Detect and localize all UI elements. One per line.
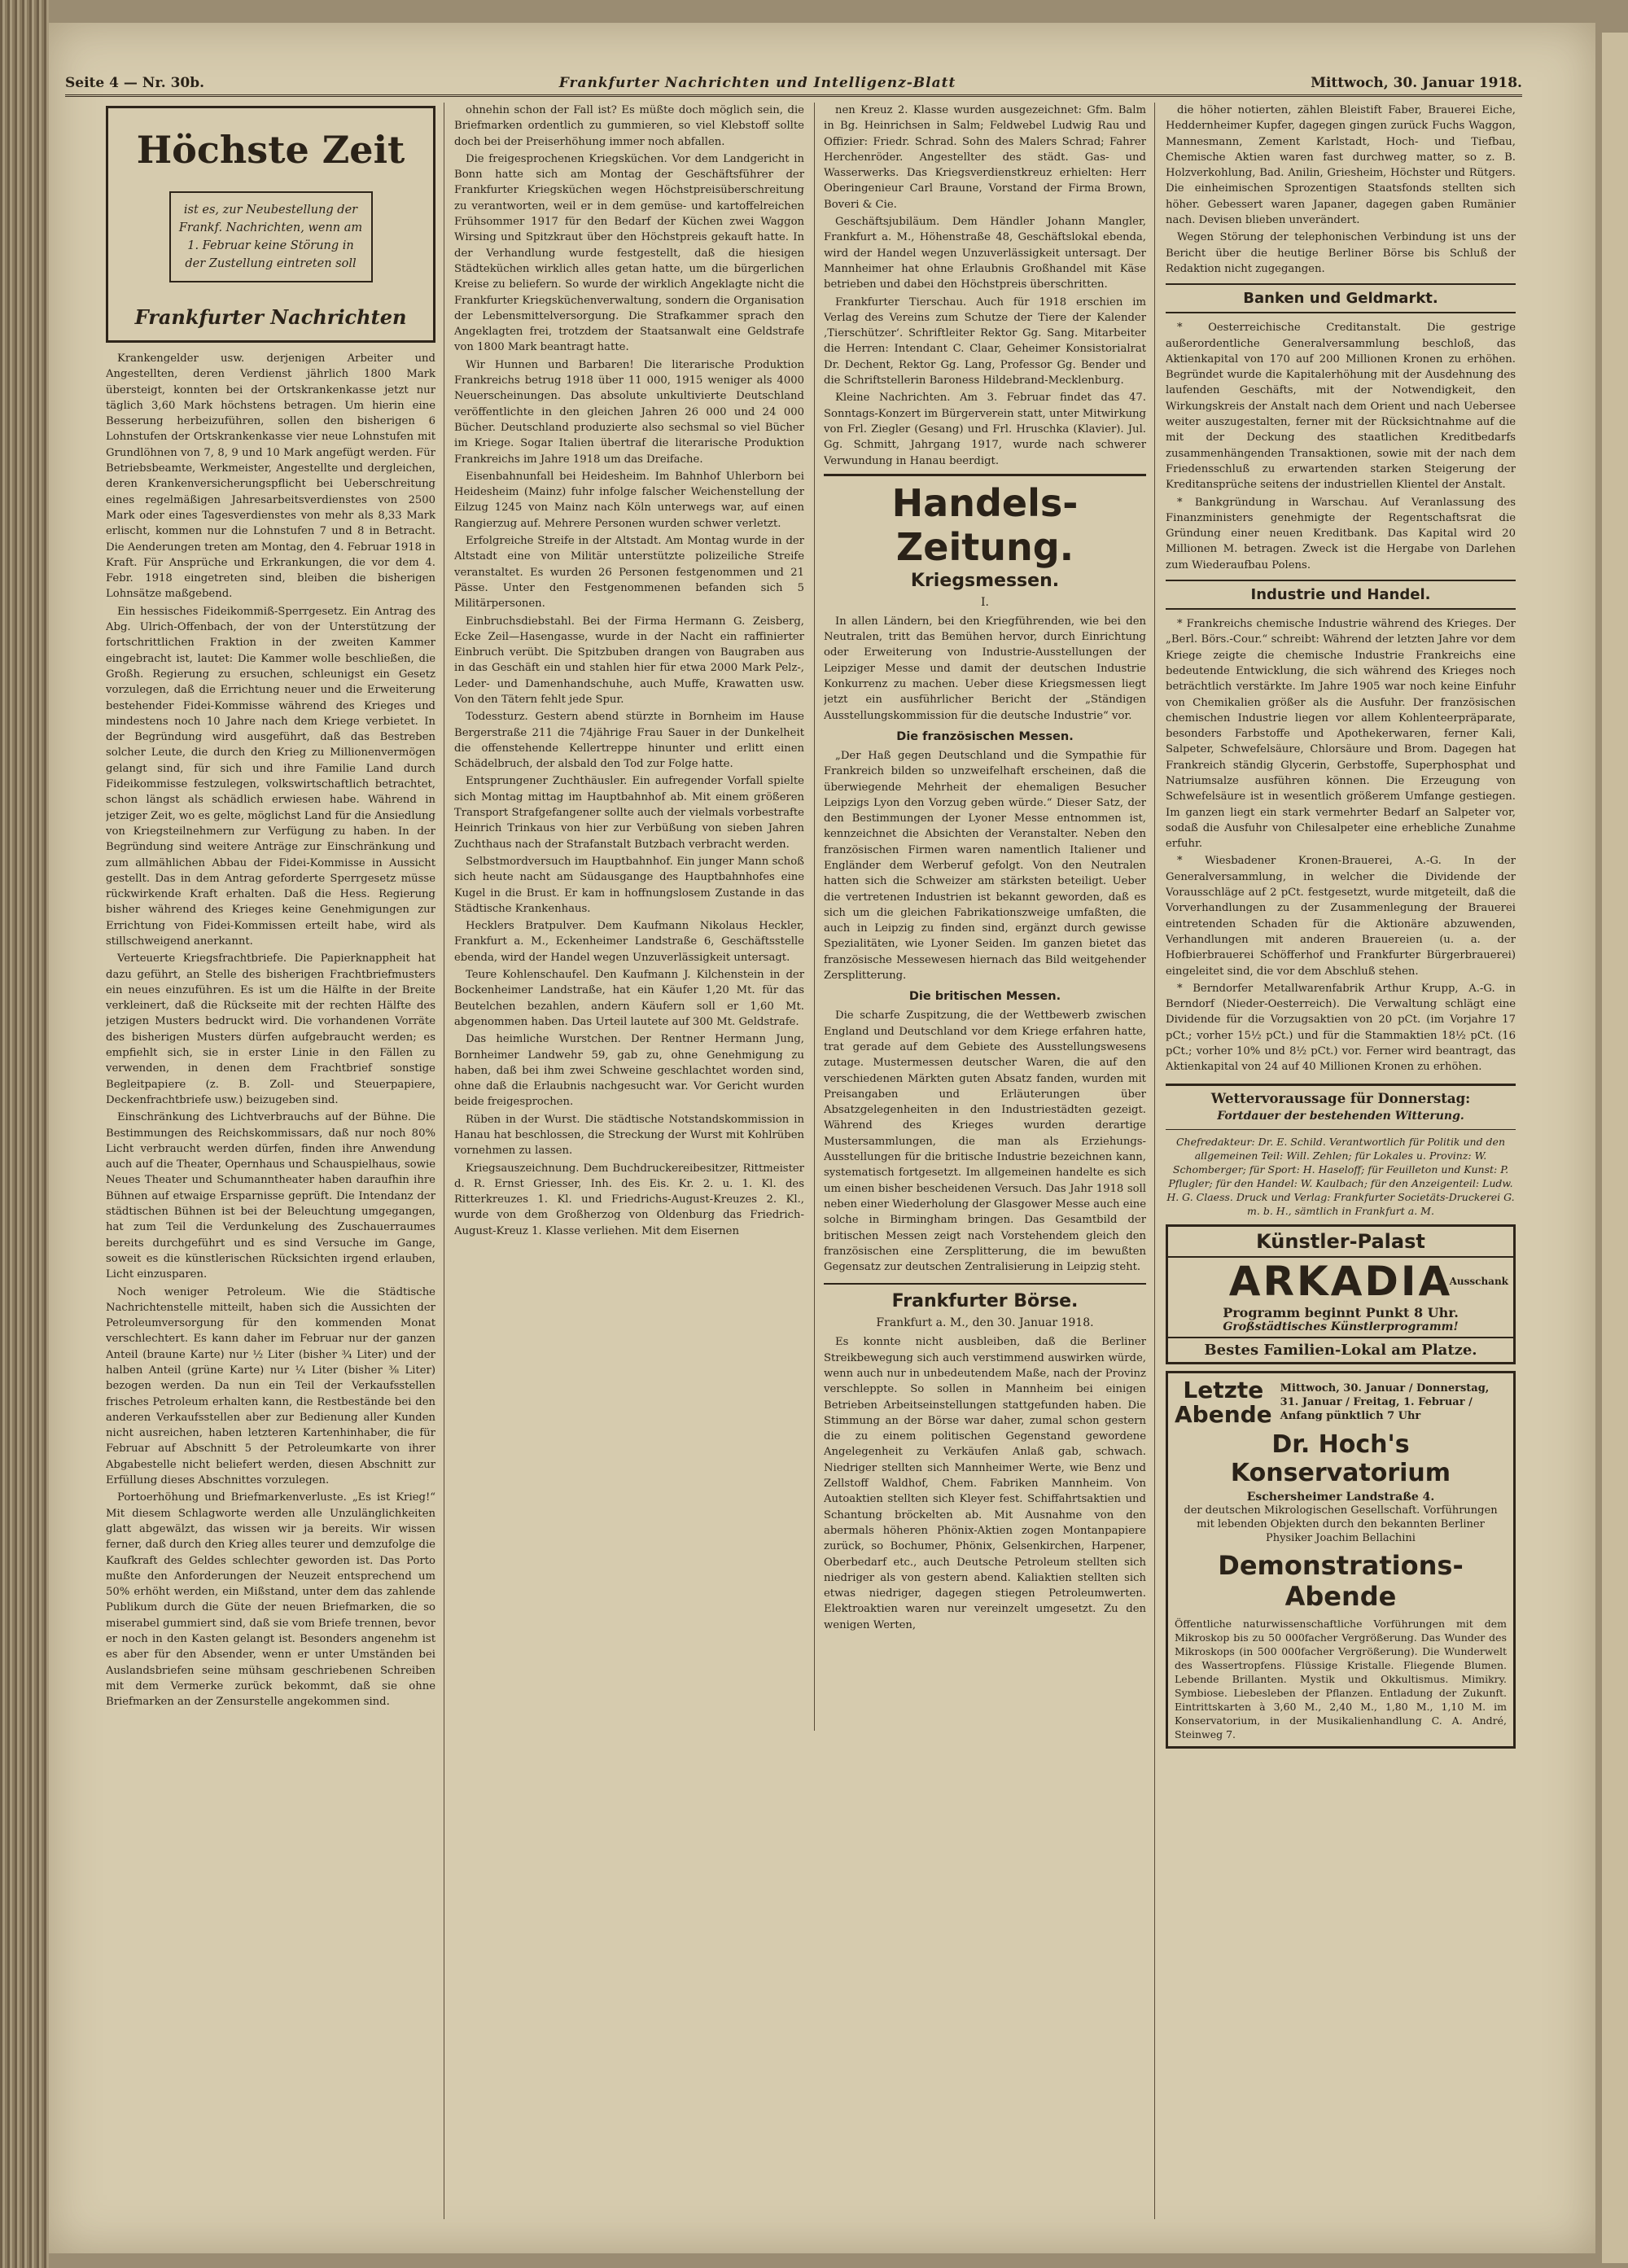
article-paragraph: Wir Hunnen und Barbaren! Die literarische Produktion Frankreichs betrug 1918 über 11 000, 1915 weniger als 4000 Neuerscheinungen. Das absolute unkultivierte Deutschland veröffentlichte in den gleichen Jahren 26 000 und 24 000 Bücher. Deutschland produzierte also sechsmal so viel Bücher im Kriege. Sogar Italien übertraf die literarische Produktion Frankreichs im Jahre 1918 um das Dreifache. (454, 358, 804, 466)
article-paragraph: Eisenbahnunfall bei Heidesheim. Im Bahnhof Uhlerborn bei Heidesheim (Mainz) fuhr infolge falscher Weichenstellung der Eilzug 1245 von Mainz nach Köln unterwegs war, auf einen Rangierzug auf. Mehrere Personen wurden schwer verletzt. (454, 470, 804, 530)
page-header (65, 63, 1522, 97)
article-paragraph: Selbstmordversuch im Hauptbahnhof. Ein junger Mann schoß sich heute nacht am Südausgange des Hauptbahnhofes eine Kugel in die Brust. Er kam in hoffnungslosem Zustande in das Städtische Krankenhaus. (454, 855, 804, 915)
arkadia-top: Künstler-Palast (1168, 1227, 1513, 1258)
section-number: I. (981, 595, 989, 609)
imprint: Chefredakteur: Dr. E. Schild. Verantwortlich für Politik und den allgemeinen Teil: Will. Zehlen; für Lokales u. Provinz: W. Schomberger; für Sport: H. Haseloff; für Feuilleton und Kunst: P. Pflugler; für den Handel: W. Kaulbach; für den Anzeigenteil: Ludw. H. G. Claess. Druck und Verlag: Frankfurter Societäts-Druckerei G. m. b. H., sämtlich in Frankfurt a. M. (1166, 1129, 1516, 1218)
article-paragraph: Einbruchsdiebstahl. Bei der Firma Hermann G. Zeisberg, Ecke Zeil—Hasengasse, wurde in der Nacht ein raffinierter Einbruch verübt. Die Spitzbuben drangen von Baugraben aus in das Geschäft ein und stahlen hier für etwa 2000 Mark Pelz-, Leder- und Damenhandschuhe, auch Muffe, Krawatten usw. Von den Tätern fehlt jede Spur. (454, 615, 804, 706)
weather-text: Fortdauer der bestehenden Witterung. (1217, 1109, 1464, 1123)
weather-title: Wettervoraussage für Donnerstag: (1210, 1090, 1471, 1106)
article-paragraph: Teure Kohlenschaufel. Den Kaufmann J. Kilchenstein in der Bockenheimer Landstraße, hat ein Käufer 1,20 Mt. für das Beutelchen bezahlen, andern Käufern soll er 1,60 Mt. abgenommen haben. Das Urteil lautete auf 300 Mt. Geldstrafe. (454, 969, 804, 1028)
arkadia-side: Ausschank (1449, 1275, 1508, 1287)
article-paragraph: Kleine Nachrichten. Am 3. Februar findet das 47. Sonntags-Konzert im Bürgerverein statt, unter Mitwirkung von Frl. Ziegler (Gesang) und Frl. Hruschka (Klavier). Jul. Gg. Schmitt, Jahrgang 1917, wurde nach schwerer Verwundung in Hanau beerdigt. (824, 392, 1146, 467)
column-3 (824, 103, 1146, 2252)
article-paragraph: Rüben in der Wurst. Die städtische Notstandskommission in Hanau hat beschlossen, die Streckung der Wurst mit Kohlrüben vornehmen zu lassen. (454, 1113, 804, 1158)
ad-title: Höchste Zeit (136, 128, 405, 172)
weather-forecast (1166, 1084, 1516, 1123)
header-masthead: Frankfurter Nachrichten und Intelligenz-Blatt (558, 75, 956, 91)
article-paragraph: * Oesterreichische Creditanstalt. Die gestrige außerordentliche Generalversammlung beschloß, das Aktienkapital von 170 auf 200 Millionen Kronen zu erhöhen. Begründet wurde die Kapitalerhöhung mit der Ausdehnung des laufenden Geschäfts, mit der Notwendigkeit, den Wirkungskreis der Anstalt nach dem Orient und nach Uebersee weiter auszugestalten, ferner mit der Rücksichtnahme auf die mit der Deckung des staatlichen Kreditbedarfs zusammenhängenden Transaktionen, sowie mit der nach dem Friedensschluß zu erwartenden starken Steigerung der Kreditansprüche seitens der industriellen Klientel der Anstalt. (1166, 322, 1516, 492)
industrie-heading: Industrie und Handel. (1166, 580, 1516, 610)
article-paragraph: Verteuerte Kriegsfrachtbriefe. Die Papierknappheit hat dazu geführt, an Stelle des bisherigen Frachtbriefmusters ein neues einzuführen. Es ist um die Hälfte in der Breite verkleinert, daß die Rückseite mit der rechten Hälfte des jetzigen Musters bedruckt wird. Die vorhandenen Vorräte des bisherigen Musters dürfen aufgebraucht werden; es empfiehlt sich, sie in erster Linie in den Fällen zu verwenden, in denen dem Frachtbrief sonstige Begleitpapiere (z. B. Zoll- und Steuerpapiere, Deckenfrachtbriefe usw.) beizugeben sind. (106, 952, 435, 1106)
header-date: Mittwoch, 30. Januar 1918. (1311, 75, 1522, 91)
arkadia-program: Programm beginnt Punkt 8 Uhr. (1223, 1304, 1459, 1320)
column-rule (1154, 103, 1155, 2219)
banken-heading: Banken und Geldmarkt. (1166, 283, 1516, 313)
header-left: Seite 4 — Nr. 30b. (65, 75, 205, 91)
article-paragraph: Entsprungener Zuchthäusler. Ein aufregender Vorfall spielte sich Montag mittag im Hauptbahnhof ab. Mit einem größeren Transport Strafgefangener sollte auch der vielmals vorbestrafte Heinrich Trinkaus von hier zur Verbüßung von sieben Jahren Zuchthaus nach der Strafanstalt Butzbach verbracht werden. (454, 775, 804, 851)
column-4 (1166, 103, 1516, 2252)
handels-zeitung-title: Handels-Zeitung. (824, 474, 1146, 569)
page-binding-edge (0, 0, 49, 2268)
article-paragraph: Kriegsauszeichnung. Dem Buchdruckereibesitzer, Rittmeister d. R. Ernst Griesser, Inh. des Eis. Kr. 2. u. 1. Kl. des Ritterkreuzes 1. Kl. und Friedrichs-August-Kreuzes 2. Kl., wurde von dem Großherzog von Oldenburg das Friedrich-August-Kreuz 1. Klasse verliehen. Mit dem Eisernen (454, 1162, 804, 1237)
article-paragraph: Todessturz. Gestern abend stürzte in Bornheim im Hause Bergerstraße 211 die 74jährige Frau Sauer in der Dunkelheit die offenstehende Kellertreppe hinunter und erlitt einen Schädelbruch, der alsbald den Tod zur Folge hatte. (454, 711, 804, 771)
subscription-ad (106, 106, 435, 343)
article-paragraph: * Wiesbadener Kronen-Brauerei, A.-G. In der Generalversammlung, in welcher die Dividende der Vorausschläge auf 2 pCt. festgesetzt, wurde mitgeteilt, daß die Vorverhandlungen zu der Zusammenlegung der Brauerei eintretenden Schaden für die Aktionäre abzuwenden, Verhandlungen mit anderen Brauereien (u. a. der Hofbierbrauerei Schöfferhof und Frankfurter Bürgerbrauerei) eingeleitet sind, die vor dem Abschluß stehen. (1166, 855, 1516, 978)
article-paragraph: Wegen Störung der telephonischen Verbindung ist uns der Bericht über die heutige Berliner Börse bis Schluß der Redaktion nicht zugegangen. (1166, 231, 1516, 275)
article-paragraph: * Frankreichs chemische Industrie während des Krieges. Der „Berl. Börs.-Cour.“ schreibt: Während der letzten Jahre vor dem Kriege zeigte die chemische Industrie Frankreichs eine bedeutende Entwicklung, die sich während des Krieges noch beträchtlich verstärkte. Im Jahre 1905 war noch keine Einfuhr von Chemikalien größer als die Ausfuhr. Der französischen chemischen Industrie liegen vor allem Kohlenteerpräparate, besonders Farbstoffe und Apothekerwaren, ferner Kali, Salpeter, Schwefelsäure, Chlorsäure und Brom. Dagegen hat Frankreich ständig Glycerin, Gerbstoffe, Superphosphat und Natriumsalze ausführen können. Die Erzeugung von Schwefelsäure ist in wesentlich größerem Umfange gestiegen. Im ganzen liegt ein stark vermehrter Bedarf an Salpeter vor, sodaß die Ausfuhr von Chilesalpeter eine erhebliche Zunahme erfuhr. (1166, 618, 1516, 851)
article-paragraph: Portoerhöhung und Briefmarkenverluste. „Es ist Krieg!“ Mit diesem Schlagworte werden alle Unzulänglichkeiten glatt abgewälzt, das wissen wir ja bereits. Wir wissen ferner, daß durch den Krieg alles teurer und demzufolge die Kaufkraft des Geldes schlechter geworden ist. Das Porto mußte den Anforderungen der Neuzeit entsprechend um 50% erhöht werden, ein Mißstand, unter dem das zahlende Publikum durch die Güte der neuen Briefmarken, die so miserabel gummiert sind, daß sie vom Briefe trennen, bevor er noch in den Kasten gelangt ist. Besonders angenehm ist es aber für den Absender, wenn er unter Umständen bei Auslandsbriefen seine mühsam geschriebenen Schreiben mit dem Vermerke zurück bekommt, daß sie ohne Briefmarken an der Zensurstelle angekommen sind. (106, 1491, 435, 1709)
boerse-dateline: Frankfurt a. M., den 30. Januar 1918. (876, 1316, 1094, 1330)
article-paragraph: Krankengelder usw. derjenigen Arbeiter und Angestellten, deren Verdienst jährlich 1800 Mark übersteigt, konnten bei der Ortskrankenkasse jetzt nur täglich 3,60 Mark höchstens betragen. Um hierin eine Besserung herbeizuführen, sollen den bisherigen 6 Lohnstufen der Ortskrankenkasse vier neue Lohnstufen mit Grundlöhnen von 7, 8, 9 und 10 Mark angefügt werden. Für Betriebsbeamte, Werkmeister, Angestellte und dergleichen, deren Krankenversicherungspflicht bei Ueberschreitung eines regelmäßigen Jahresarbeitsverdienstes von 2500 Mark oder eines Tagesverdienstes von mehr als 8,33 Mark erlischt, kommen nur die Lohnstufen 7 und 8 in Betracht. Die Aenderungen treten am Montag, den 4. Februar 1918 in Kraft. Für Ansprüche und Erkrankungen, die vor dem 4. Febr. 1918 eingetreten sind, bleiben die bisherigen Lohnsätze maßgebend. (106, 352, 435, 601)
arkadia-ad (1166, 1224, 1516, 1364)
article-paragraph: * Berndorfer Metallwarenfabrik Arthur Krupp, A.-G. in Berndorf (Nieder-Oesterreich). Die Verwaltung schlägt eine Dividende für die Vorzugsaktien von 20 pCt. (im Vorjahre 17 pCt.; vorher 15½ pCt.) und für die Stammaktien 18½ pCt. (16 pCt.; vorher 10% und 8½ pCt.) vor. Ferner wird beantragt, das Aktienkapital von 24 auf 40 Millionen Kronen zu erhöhen. (1166, 982, 1516, 1074)
arkadia-name: ARKADIA (1228, 1257, 1453, 1305)
hoch-demo: Demonstrations-Abende (1218, 1549, 1464, 1612)
kriegsmessen-heading: Kriegsmessen. (910, 570, 1060, 591)
adjacent-page-edge (1602, 33, 1628, 2263)
article-paragraph: Einschränkung des Lichtverbrauchs auf der Bühne. Die Bestimmungen des Reichskommissars, daß nur noch 80% Licht verbraucht werden dürfen, finden ihre Anwendung auch auf die Theater, Opernhaus und Schauspielhaus, sowie Neues Theater und Schumanntheater haben daraufhin ihre Bühnen auf etwaige Ersparnisse geprüft. Die Intendanz der städtischen Bühnen ist bei der Beleuchtung umgegangen, hat zum Teil die Verdunkelung des Zuschauerraumes bereits durchgeführt und es sind Versuche im Gange, soweit es die künstlerischen Rücksichten irgend erlauben, Licht einzusparen. (106, 1111, 435, 1281)
column-rule (814, 103, 815, 1731)
article-paragraph: Das heimliche Wurstchen. Der Rentner Hermann Jung, Bornheimer Landwehr 59, gab zu, ohne Genehmigung zu haben, daß bei ihm zwei Schweine geschlachtet worden sind, ohne daß die Erlaubnis nachgesucht war. Vor Gericht wurden beide freigesprochen. (454, 1033, 804, 1109)
section-heading: Die britischen Messen. (908, 990, 1061, 1004)
article-paragraph: Hecklers Bratpulver. Dem Kaufmann Nikolaus Heckler, Frankfurt a. M., Eckenheimer Landstraße 6, Geschäftsstelle ebenda, wird der Handel wegen Unzuverlässigkeit untersagt. (454, 920, 804, 964)
article-paragraph: * Bankgründung in Warschau. Auf Veranlassung des Finanzministers genehmigte der Regentschaftsrat die Gründung einer neuen Kreditbank. Das Kapital wird 20 Millionen M. betragen. Zweck ist die Hergabe von Darlehen zum Wiederaufbau Polens. (1166, 496, 1516, 571)
column-2 (454, 103, 804, 2252)
article-paragraph: Die freigesprochenen Kriegsküchen. Vor dem Landgericht in Bonn hatte sich am Montag der Geschäftsführer der Frankfurter Kriegsküchen wegen Höchstpreisüberschreitung zu verantworten, weil er in dem gemüse- und kartoffelreichen Frühsommer 1917 für den Bedarf der Küchen zwei Waggon Wirsing und Spitzkraut über den Höchstpreis gekauft hatte. In der Verhandlung wurde festgestellt, daß die hiesigen Städteküchen wirklich alles getan hatte, um die bürgerlichen Kreise zu beliefern. So wurde der wirklich Angeklagte nicht die Frankfurter Kriegsküchenverwaltung, sondern die Organisation der Lebensmittelversorgung. Die Strafkammer sprach den Angeklagten frei, trotzdem der Staatsanwalt eine Geldstrafe von 1800 Mark beantragt hatte. (454, 152, 804, 354)
boerse-heading: Frankfurter Börse. (824, 1283, 1146, 1311)
ad-inner-text: ist es, zur Neubestellung der Frankf. Nachrichten, wenn am 1. Februar keine Störung in der Zustellung eintreten soll (169, 191, 373, 282)
hoch-dates: Mittwoch, 30. Januar / Donnerstag, 31. Januar / Freitag, 1. Februar / Anfang pünktlich 7 Uhr (1280, 1382, 1490, 1423)
hoch-intro: der deutschen Mikrologischen Gesellschaft. Vorführungen mit lebenden Objekten durch den bekannten Berliner Physiker Joachim Bellachini (1184, 1504, 1498, 1544)
article-paragraph: Ein hessisches Fideikommiß-Sperrgesetz. Ein Antrag des Abg. Ulrich-Offenbach, der von der Unterstützung der fortschrittlichen Fraktion in der zweiten Kammer eingebracht ist, lautet: Die Kammer wolle beschließen, die Großh. Regierung zu ersuchen, schleunigst ein Gesetz vorzulegen, daß die Errichtung neuer und die Erweiterung bestehender Fidei-Kommisse während des Krieges und mindestens noch 10 Jahre nach dem Kriege verbietet. In der Begründung wird ausgeführt, daß das Bestreben solcher Leute, die durch den Krieg zu Millionenvermögen gelangt sind, für sich und ihre Familie Land durch Fideikommisse festzulegen, volkswirtschaftlich betrachtet, schon längst als schädlich erwiesen habe. Während in jetziger Zeit, wo es gelte, möglichst Land für die Ansiedlung von Kriegsteilnehmern zur Verfügung zu haben. In der Begründung sind weitere Anträge zur Einschränkung und zum allmählichen Abbau der Fidei-Kommisse in Aussicht gestellt. Das in dem Antrag geforderte Sperrgesetz müsse rückwirkende Kraft erhalten. Daß die Hess. Regierung bisher während des Krieges keine Genehmigungen zur Errichtung von Fidei-Kommissen erteilt habe, wird als stillschweigend anerkannt. (106, 605, 435, 948)
hoch-body: Öffentliche naturwissenschaftliche Vorführungen mit dem Mikroskop bis zu 50 000facher Vergrößerung. Das Wunder des Mikroskops (in 500 000facher Vergrößerung). Die Wunderwelt des Wassertropfens. Flüssige Kristalle. Fliegende Blumen. Lebende Brillanten. Mystik und Okkultismus. Mimikry. Symbiose. Liebesleben der Pflanzen. Entladung der Zukunft. Eintrittskarten à 3,60 M., 2,40 M., 1,80 M., 1,10 M. im Konservatorium, in der Musikalienhandlung C. A. André, Steinweg 7. (1175, 1617, 1507, 1740)
article-paragraph: „Der Haß gegen Deutschland und die Sympathie für Frankreich bilden so unzweifelhaft erscheinen, daß die überwiegende Mehrheit der ehemaligen Besucher Leipzigs Lyon den Vorzug geben würde.“ Dieser Satz, der den Bestimmungen der Lyoner Messe entnommen ist, kennzeichnet die Absichten der Veranstalter. Neben den französischen Firmen waren namentlich Italiener und Engländer dem Werberuf gefolgt. Von den Neutralen hatten sich die Schweizer am stärksten beteiligt. Ueber die vertretenen Industrien ist bekannt geworden, daß es sich um die gleichen Fabrikationszweige umfaßten, die auch in Leipzig zu finden sind, ergänzt durch gewisse Spezialitäten, wie Lyoner Seiden. Im ganzen bietet das französische Messewesen hiernach das Bild weitgehender Zersplitterung. (824, 749, 1146, 983)
column-1 (106, 103, 435, 2252)
hoch-left: Letzte Abende (1175, 1376, 1272, 1428)
hoch-hall: Dr. Hoch's Konservatorium (1230, 1430, 1451, 1487)
article-paragraph: ohnehin schon der Fall ist? Es müßte doch möglich sein, die Briefmarken ordentlich zu gummieren, so viel Klebstoff sollte doch bei der Preiserhöhung immer noch abfallen. (454, 104, 804, 148)
article-paragraph: Erfolgreiche Streife in der Altstadt. Am Montag wurde in der Altstadt eine von Militär unterstützte polizeiliche Streife veranstaltet. Es wurden 26 Personen festgenommen und 21 Pässe. Unter den Festgenommenen befanden sich 5 Militärpersonen. (454, 535, 804, 611)
article-paragraph: Noch weniger Petroleum. Wie die Städtische Nachrichtenstelle mitteilt, haben sich die Aussichten der Petroleumversorgung für den kommenden Monat verschlechtert. Es kann daher im Februar nur der ganzen Anteil (braune Karte) nur ½ Liter (bisher ¾ Liter) und der halben Anteil (grüne Karte) nur ¼ Liter (bisher ⅜ Liter) bezogen werden. Da nun ein Teil der Verkaufsstellen frisches Petroleum erhalten kann, die Restbestände bei den anderen Verkaufsstellen aber zur Bedienung aller Kunden nicht ausreichen, haben letzteren Kartenhinhaber, die für Februar auf Abschnitt 5 der Petroleumkarte von ihrer Abgabestelle nicht beliefert werden, diesen Abschnitt zur Erfüllung dieses Abschnittes vorzulegen. (106, 1285, 435, 1487)
arkadia-sub: Großstädtisches Künstlerprogramm! (1223, 1320, 1459, 1333)
article-paragraph: Geschäftsjubiläum. Dem Händler Johann Mangler, Frankfurt a. M., Höhenstraße 48, Geschäftslokal ebenda, wird der Handel wegen Unzuverlässigkeit untersagt. Der Mannheimer hat ohne Erlaubnis Großhandel mit Käse betrieben und dabei den Höchstpreis überschritten. (824, 216, 1146, 291)
article-paragraph: nen Kreuz 2. Klasse wurden ausgezeichnet: Gfm. Balm in Bg. Heinrichsen in Salm; Feldwebel Ludwig Rau und Offizier: Friedr. Schrad. Sohn des Malers Schrad; Fahrer Herchenröder. Angestellter des städt. Gas- und Wasserwerks. Das Kriegsverdienstkreuz erhielten: Herr Oberingenieur Carl Braune, Vorstand der Firma Brown, Boveri & Cie. (824, 104, 1146, 211)
hoch-konservatorium-ad (1166, 1371, 1516, 1749)
arkadia-tagline: Bestes Familien-Lokal am Platze. (1168, 1337, 1513, 1362)
article-paragraph: Es konnte nicht ausbleiben, daß die Berliner Streikbewegung sich auch verstimmend auswirken würde, wenn auch nur in unbedeutendem Maße, nach der Provinz verschleppte. So sollen in Mannheim bei einigen Betrieben Arbeitseinstellungen stattgefunden haben. Die Stimmung an der Börse war daher, zumal schon gestern die zu einem politischen Gegenstand gewordene Angelegenheit zu Verkäufen Anlaß gab, schwach. Niedriger stellten sich Mannheimer Werte, wie Benz und Zellstoff Waldhof, Chem. Fabriken Mannheim. Von Autoaktien stellten sich Kleyer fest. Schiffahrtsaktien und Schantung bröckelten ab. Mit Ausnahme von den abermals höheren Phönix-Aktien zogen Montanpapiere zurück, so Bochumer, Phönix, Gelsenkirchen, Harpener, Oberbedarf etc., auch Deutsche Petroleum stellten sich niedriger als von gestern abend. Kaliaktien stellten sich etwas niedriger, dagegen stiegen Petroleumwerten. Elektroaktien waren nur vereinzelt umgesetzt. Zu den wenigen Werten, (824, 1336, 1146, 1631)
article-paragraph: In allen Ländern, bei den Kriegführenden, wie bei den Neutralen, tritt das Bemühen hervor, durch Einrichtung oder Erweiterung von Industrie-Ausstellungen der Leipziger Messe und damit der deutschen Industrie Konkurrenz zu machen. Ueber diese Kriegsmessen liegt jetzt ein ausführlicher Bericht der „Ständigen Ausstellungskommission für die deutsche Industrie“ vor. (824, 615, 1146, 722)
hoch-address: Eschersheimer Landstraße 4. (1246, 1490, 1435, 1504)
section-heading: Die französischen Messen. (896, 729, 1074, 743)
article-paragraph: Frankfurter Tierschau. Auch für 1918 erschien im Verlag des Vereins zum Schutze der Tiere der Kalender ‚Tierschützer‘. Schriftleiter Rektor Gg. Sang. Mitarbeiter die Herren: Intendant C. Claar, Geheimer Konsistorialrat Dr. Dechent, Rektor Gg. Lang, Professor Gg. Bender und die Schriftstellerin Baroness Hildebrand-Mecklenburg. (824, 296, 1146, 387)
article-paragraph: Die scharfe Zuspitzung, die der Wettbewerb zwischen England und Deutschland vor dem Kriege erfahren hatte, trat gerade auf dem Gebiete des Ausstellungswesens zutage. Mustermessen deutscher Waren, die auf den verschiedenen Märkten guten Absatz fanden, wurden mit Preisangaben und Erläuterungen über Absatzgelegenheiten in den Industriestädten gezeigt. Während des Krieges wurden derartige Mustersammlungen, die man als Erziehungs-Ausstellungen für die britische Industrie bezeichnen kann, systematisch fortgesetzt. Im allgemeinen handelte es sich um einen bisher bescheidenen Versuch. Das Jahr 1918 soll neben einer Wiederholung der Glasgower Messe auch eine solche in Birmingham bringen. Das Gesamtbild der britischen Messen zeigt nach Vorstehendem gleich den französischen eine Zersplitterung, die im bewußten Gegensatz zur deutschen Zentralisierung in Leipzig steht. (824, 1009, 1146, 1274)
article-paragraph: die höher notierten, zählen Bleistift Faber, Brauerei Eiche, Heddernheimer Kupfer, dagegen gingen zurück Fuchs Waggon, Mannesmann, Zement Karlstadt, Hoch- und Tiefbau, Chemische Aktien waren fast durchweg matter, so z. B. Holzverkohlung, Bad. Anilin, Griesheim, Höchster und Rütgers. Die einheimischen Sprozentigen Staatsfonds stellten sich höher. Gebessert waren Japaner, dagegen gaben Rumänier nach. Devisen blieben unverändert. (1166, 104, 1516, 227)
ad-brand: Frankfurter Nachrichten (134, 305, 407, 329)
